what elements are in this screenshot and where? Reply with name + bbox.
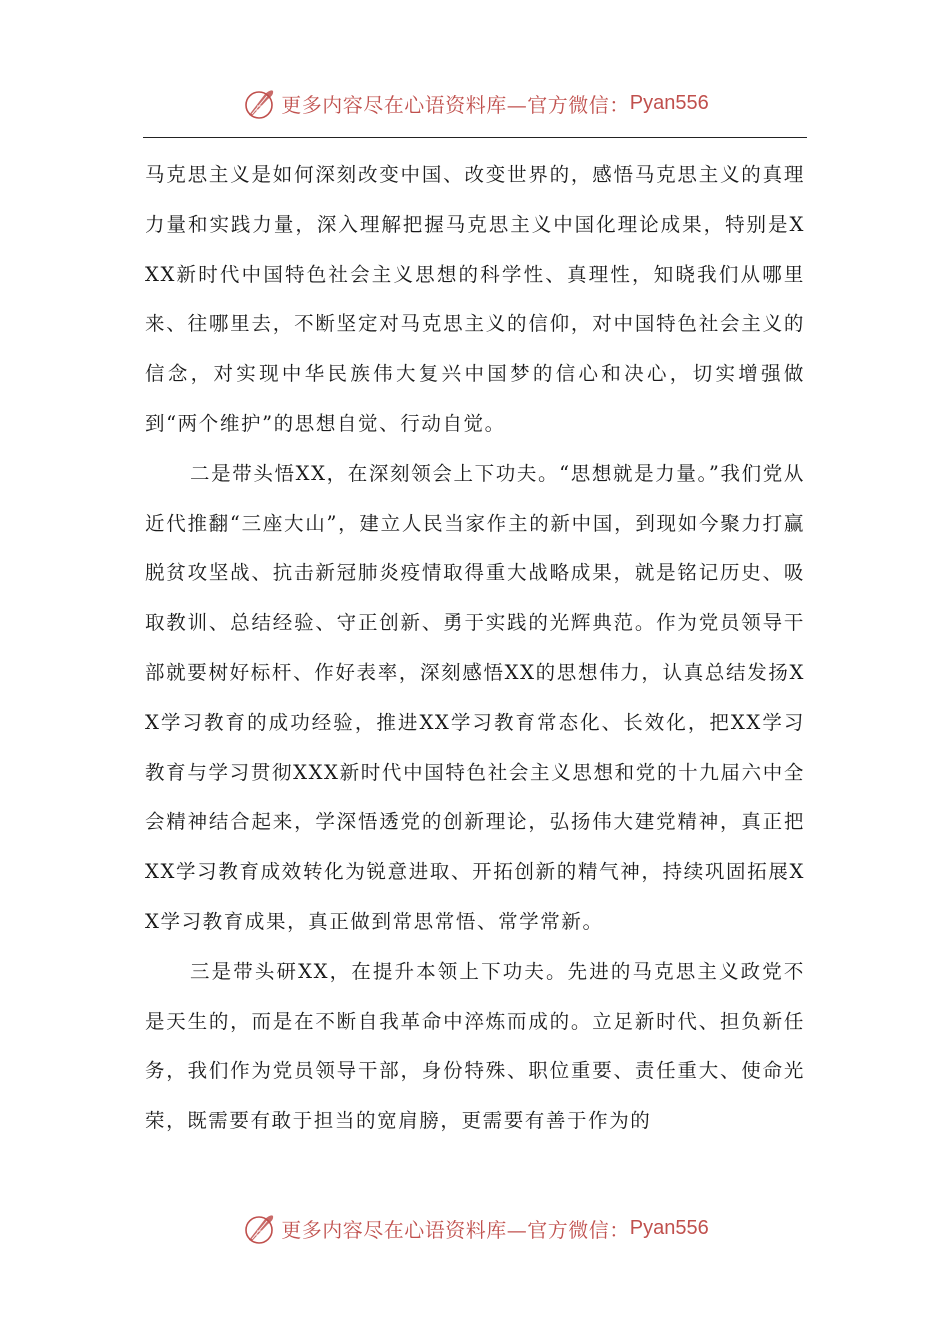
paragraph-point-three: 三是带头研XX，在提升本领上下功夫。先进的马克思主义政党不是天生的，而是在不断自我革命中淬炼而成的。立足新时代、担负新任务，我们作为党员领导干部，身份特殊、职位重要、责任重大、使命光荣，既需要有敢于担当的宽肩膀，更需要有善于作为的 — [145, 959, 805, 1133]
footer-banner — [0, 1208, 950, 1248]
paragraph-continued: 马克思主义是如何深刻改变中国、改变世界的，感悟马克思主义的真理力量和实践力量，深入理解把握马克思主义中国化理论成果，特别是XXX新时代中国特色社会主义思想的科学性、真理性，知晓我们从哪里来、往哪里去，不断坚定对马克思主义的信仰，对中国特色社会主义的信念，对实现中华民族伟大复兴中国梦的信心和决心，切实增强做到“两个维护”的思想自觉、行动自觉。 — [145, 163, 805, 435]
footer-banner-text: 更多内容尽在心语资料库—官方微信： — [281, 1217, 630, 1242]
header-banner-text: 更多内容尽在心语资料库—官方微信： — [281, 92, 630, 117]
header-banner — [0, 83, 950, 123]
footer-banner-id: Pyan556 — [629, 1216, 709, 1239]
feather-pen-logo-icon — [241, 85, 277, 121]
paragraph-point-two: 二是带头悟XX，在深刻领会上下功夫。“思想就是力量。”我们党从近代推翻“三座大山”，建立人民当家作主的新中国，到现如今聚力打赢脱贫攻坚战、抗击新冠肺炎疫情取得重大战略成果，就是铭记历史、吸取教训、总结经验、守正创新、勇于实践的光辉典范。作为党员领导干部就要树好标杆、作好表率，深刻感悟XX的思想伟力，认真总结发扬XX学习教育的成功经验，推进XX学习教育常态化、长效化，把XX学习教育与学习贯彻XXX新时代中国特色社会主义思想和党的十九届六中全会精神结合起来，学深悟透党的创新理论，弘扬伟大建党精神，真正把XX学习教育成效转化为锐意进取、开拓创新的精气神，持续巩固拓展XX学习教育成果，真正做到常思常悟、常学常新。 — [145, 461, 805, 933]
document-body — [145, 150, 805, 1146]
header-banner-id: Pyan556 — [629, 91, 709, 114]
feather-pen-logo-icon — [241, 1210, 277, 1246]
header-divider — [143, 137, 807, 138]
